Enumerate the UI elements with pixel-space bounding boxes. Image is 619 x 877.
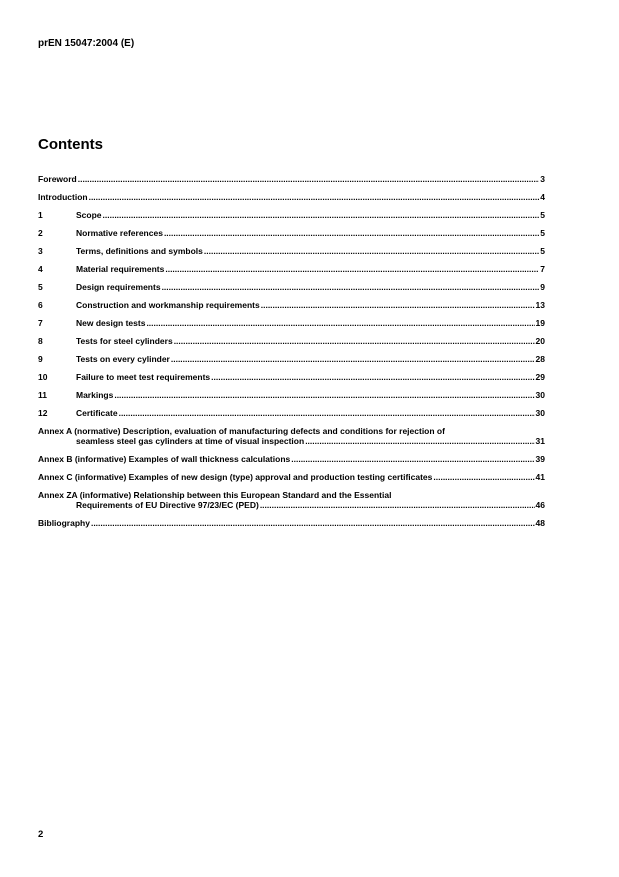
table-of-contents bbox=[38, 174, 545, 528]
toc-entry[interactable] bbox=[38, 408, 545, 418]
toc-entry[interactable] bbox=[38, 336, 545, 346]
toc-section-title: Material requirements bbox=[76, 264, 165, 274]
toc-section-title: Certificate bbox=[76, 408, 118, 418]
toc-page-number: 41 bbox=[535, 472, 545, 482]
toc-entry-title bbox=[38, 336, 173, 346]
toc-section-number: 7 bbox=[38, 318, 43, 328]
toc-entry-title bbox=[38, 372, 210, 382]
toc-entry-annex-b[interactable] bbox=[38, 454, 545, 464]
toc-page-number: 30 bbox=[535, 408, 545, 418]
toc-entry-title bbox=[38, 192, 88, 202]
toc-section-number: 4 bbox=[38, 264, 43, 274]
toc-section-title: Design requirements bbox=[76, 282, 161, 292]
toc-entry[interactable] bbox=[38, 210, 545, 220]
toc-page-number: 5 bbox=[540, 228, 545, 238]
toc-leader-dots bbox=[162, 282, 540, 292]
toc-leader-dots bbox=[305, 436, 534, 446]
toc-section-number: 9 bbox=[38, 354, 43, 364]
toc-annex-b-title: Annex B (informative) Examples of wall thickness calculations bbox=[38, 454, 291, 464]
toc-entry-title bbox=[38, 318, 145, 328]
toc-leader-dots bbox=[119, 408, 535, 418]
toc-leader-dots bbox=[91, 518, 535, 528]
toc-main-entries bbox=[38, 174, 545, 418]
toc-leader-dots bbox=[103, 210, 540, 220]
toc-leader-dots bbox=[171, 354, 535, 364]
toc-entry-title bbox=[38, 354, 170, 364]
toc-page-number: 28 bbox=[535, 354, 545, 364]
toc-section-title: Tests for steel cylinders bbox=[76, 336, 173, 346]
toc-section-title: New design tests bbox=[76, 318, 146, 328]
toc-section-number: 10 bbox=[38, 372, 48, 382]
toc-leader-dots bbox=[211, 372, 534, 382]
toc-section-number: 5 bbox=[38, 282, 43, 292]
toc-section-title: Introduction bbox=[38, 192, 88, 202]
toc-section-title: Terms, definitions and symbols bbox=[76, 246, 203, 256]
toc-entry-title bbox=[38, 210, 102, 220]
toc-entry-title bbox=[38, 408, 118, 418]
toc-section-title: Normative references bbox=[76, 228, 163, 238]
page-number: 2 bbox=[38, 829, 44, 840]
toc-bibliography-title: Bibliography bbox=[38, 518, 90, 528]
toc-annex-za-continuation: Requirements of EU Directive 97/23/EC (PED) bbox=[76, 500, 259, 510]
toc-entry[interactable] bbox=[38, 264, 545, 274]
toc-entry-title bbox=[38, 300, 260, 310]
toc-entry-title bbox=[38, 228, 163, 238]
toc-entry[interactable] bbox=[38, 372, 545, 382]
toc-section-number: 1 bbox=[38, 210, 43, 220]
toc-page-number: 7 bbox=[540, 264, 545, 274]
toc-entry-title bbox=[38, 264, 164, 274]
toc-entry-title bbox=[38, 282, 161, 292]
toc-entry[interactable] bbox=[38, 354, 545, 364]
toc-page-number: 29 bbox=[535, 372, 545, 382]
toc-page-number: 31 bbox=[535, 436, 545, 446]
toc-page-number: 3 bbox=[540, 174, 545, 184]
page-title: Contents bbox=[38, 136, 103, 153]
toc-entry-title bbox=[38, 390, 113, 400]
toc-entry-annex-c[interactable] bbox=[38, 472, 545, 482]
toc-entry[interactable] bbox=[38, 390, 545, 400]
toc-leader-dots bbox=[291, 454, 534, 464]
toc-section-title: Markings bbox=[76, 390, 114, 400]
toc-page-number: 19 bbox=[535, 318, 545, 328]
toc-annex-a-title: Annex A (normative) Description, evaluation of manufacturing defects and conditions for rejection of bbox=[38, 426, 445, 436]
toc-section-title: Scope bbox=[76, 210, 102, 220]
toc-leader-dots bbox=[174, 336, 535, 346]
toc-page-number: 48 bbox=[535, 518, 545, 528]
toc-page-number: 13 bbox=[535, 300, 545, 310]
toc-entry-annex-a[interactable] bbox=[38, 426, 545, 446]
toc-annex-a-continuation: seamless steel gas cylinders at time of visual inspection bbox=[76, 436, 305, 446]
toc-entry[interactable] bbox=[38, 318, 545, 328]
toc-leader-dots bbox=[165, 264, 539, 274]
toc-page-number: 5 bbox=[540, 246, 545, 256]
toc-section-number: 3 bbox=[38, 246, 43, 256]
toc-leader-dots bbox=[204, 246, 539, 256]
toc-section-number: 12 bbox=[38, 408, 48, 418]
toc-entry-title bbox=[38, 246, 203, 256]
toc-section-title: Tests on every cylinder bbox=[76, 354, 170, 364]
toc-section-title: Failure to meet test requirements bbox=[76, 372, 211, 382]
toc-entry[interactable] bbox=[38, 282, 545, 292]
toc-leader-dots bbox=[89, 192, 540, 202]
toc-section-number: 11 bbox=[38, 390, 47, 400]
toc-annex-za-title: Annex ZA (informative) Relationship between this European Standard and the Essential bbox=[38, 490, 392, 500]
toc-section-number: 2 bbox=[38, 228, 43, 238]
toc-leader-dots bbox=[261, 300, 535, 310]
toc-leader-dots bbox=[146, 318, 534, 328]
toc-section-number: 8 bbox=[38, 336, 43, 346]
toc-annex-c-title: Annex C (informative) Examples of new design (type) approval and production testing certificates bbox=[38, 472, 433, 482]
toc-entry[interactable] bbox=[38, 228, 545, 238]
toc-page-number: 5 bbox=[540, 210, 545, 220]
toc-entry-title bbox=[38, 174, 77, 184]
toc-leader-dots bbox=[433, 472, 534, 482]
toc-leader-dots bbox=[260, 500, 535, 510]
toc-page-number: 4 bbox=[540, 192, 545, 202]
toc-entry-annex-za[interactable] bbox=[38, 490, 545, 510]
toc-page-number: 39 bbox=[535, 454, 545, 464]
toc-page-number: 9 bbox=[540, 282, 545, 292]
toc-page-number: 20 bbox=[535, 336, 545, 346]
toc-page-number: 30 bbox=[535, 390, 545, 400]
toc-section-number: 6 bbox=[38, 300, 43, 310]
toc-page-number: 46 bbox=[535, 500, 545, 510]
toc-leader-dots bbox=[164, 228, 539, 238]
toc-entry[interactable] bbox=[38, 192, 545, 202]
toc-leader-dots bbox=[78, 174, 540, 184]
toc-entry-bibliography[interactable] bbox=[38, 518, 545, 528]
toc-entry[interactable] bbox=[38, 246, 545, 256]
toc-section-title: Construction and workmanship requirements bbox=[76, 300, 260, 310]
toc-section-title: Foreword bbox=[38, 174, 77, 184]
toc-entry[interactable] bbox=[38, 174, 545, 184]
toc-leader-dots bbox=[114, 390, 534, 400]
toc-entry[interactable] bbox=[38, 300, 545, 310]
document-id: prEN 15047:2004 (E) bbox=[38, 38, 135, 49]
